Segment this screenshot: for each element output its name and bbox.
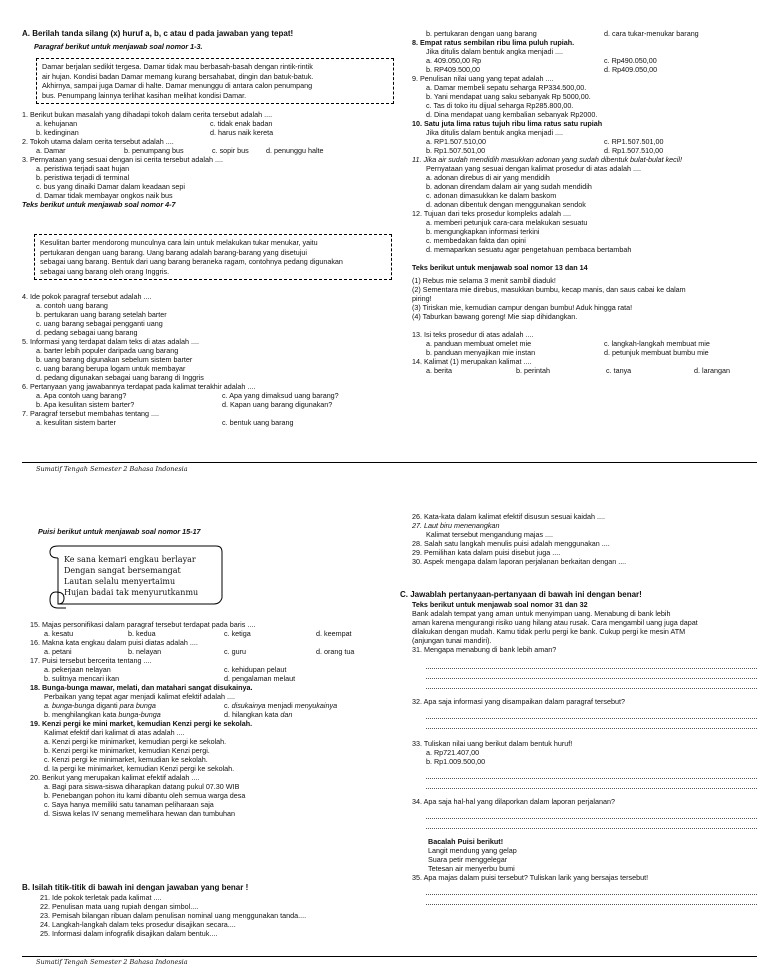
box-line: Damar berjalan sedikit tergesa. Damar tidak mau berbasah-basah dengan rintik-rintik (42, 62, 313, 71)
question-22: 22. Penulisan mata uang rupiah dengan simbol.... (40, 902, 199, 911)
instruction: Puisi berikut untuk menjawab soal nomor 15-17 (38, 527, 201, 536)
question-8: 8. Empat ratus sembilan ribu lima puluh rupiah. (412, 38, 575, 47)
option[interactable]: d. Damar tidak membayar ongkos naik bus (36, 191, 173, 200)
option[interactable]: c. Tas di toko itu dijual seharga Rp285.800,00. (426, 101, 574, 110)
question-1: 1. Berikut bukan masalah yang dihadapi tokoh dalam cerita tersebut adalah .... (22, 110, 273, 119)
option[interactable]: c. uang barang berupa logam untuk membayar (36, 364, 186, 373)
box-line: sebagai uang barang oleh orang Inggris. (40, 266, 170, 276)
option[interactable]: d. Siswa kelas IV senang memelihara hewan dan tumbuhan (44, 809, 235, 818)
option[interactable]: d. keempat (316, 629, 352, 638)
option[interactable]: a. peristiwa terjadi saat hujan (36, 164, 130, 173)
section-c (400, 590, 757, 906)
answer-line[interactable] (426, 680, 757, 689)
question-18-sub: Perbaikan yang tepat agar menjadi kalimat efektif adalah .... (44, 692, 235, 701)
poem-line: Langit mendung yang gelap (428, 846, 517, 855)
option[interactable]: d. penunggu halte (266, 146, 324, 155)
option[interactable]: a. berita (426, 366, 452, 375)
option[interactable]: a. panduan membuat omelet mie (426, 339, 532, 348)
box-line: Akhirnya, sampai juga Damar di halte. Damar menunggu di antara calon penumpang (42, 81, 313, 90)
question-11-sub: Pernyataan yang sesuai dengan kalimat prosedur di atas adalah .... (426, 164, 641, 173)
option[interactable] (44, 701, 224, 710)
question-16: 16. Makna kata engkau dalam puisi diatas adalah .... (30, 638, 198, 647)
option[interactable]: b. sulitnya mencari ikan (44, 674, 120, 683)
poem-title: Bacalah Puisi berikut! (428, 837, 504, 846)
option[interactable]: c. guru (224, 647, 246, 656)
answer-line[interactable] (426, 770, 757, 779)
answer-line[interactable] (426, 810, 757, 819)
question-19: 19. Kenzi pergi ke mini market, kemudian Kenzi pergi ke sekolah. (30, 719, 253, 728)
option[interactable]: d. petunjuk membuat bumbu mie (604, 348, 709, 357)
option[interactable]: b. peristiwa terjadi di terminal (36, 173, 130, 182)
option[interactable]: c. langkah-langkah membuat mie (604, 339, 710, 348)
instruction: Teks berikut untuk menjawab soal nomor 13 dan 14 (412, 263, 588, 272)
option[interactable]: d. pedang sebagai uang barang (36, 328, 138, 337)
option[interactable]: a. Damar (36, 146, 66, 155)
question-9: 9. Penulisan nilai uang yang tepat adalah .... (412, 74, 554, 83)
page-footer: Sumatif Tengah Semester 2 Bahasa Indonesia (36, 465, 188, 473)
section-c-heading: C. Jawablah pertanyaan-pertanyaan di bawah ini dengan benar! (400, 590, 642, 599)
paragraph-line: aman karena mengurangi risiko uang hilang atau rusak. Cara mengambil uang juga dapat (412, 618, 698, 627)
poem-line: Tetesan air menyerbu bumi (428, 864, 515, 873)
question-25: 25. Informasi dalam infografik disajikan dalam bentuk.... (40, 929, 218, 938)
page-footer: Sumatif Tengah Semester 2 Bahasa Indonesia (36, 958, 188, 966)
option[interactable]: d. pengalaman melaut (224, 674, 296, 683)
step-3: (3) Tiriskan mie, kemudian campur dengan bumbu! Aduk hingga rata! (412, 303, 633, 312)
paragraph-line: (anjungan tunai mandiri). (412, 636, 492, 645)
option[interactable]: d. cara tukar-menukar barang (604, 29, 699, 38)
page1-left-questions-4-7 (22, 292, 384, 427)
option[interactable]: c. RP1.507.501,00 (604, 137, 664, 146)
step-2: (2) Sementara mie direbus, masukkan bumbu, kecap manis, dan saus cabai ke dalam (412, 285, 686, 294)
question-13: 13. Isi teks prosedur di atas adalah .... (412, 330, 534, 339)
option[interactable]: b. adonan direndam dalam air yang sudah mendidih (426, 182, 592, 191)
item-a: a. Rp721.407,00 (426, 748, 480, 757)
option[interactable]: c. Saya hanya memiliki satu tanaman peliharaan saja (44, 800, 214, 809)
option[interactable]: b. Kenzi pergi ke minimarket, kemudian Kenzi pergi. (44, 746, 210, 755)
instruction: Teks berikut untuk menjawab soal nomor 31 dan 32 (412, 600, 588, 609)
option[interactable]: c. bentuk uang barang (222, 418, 294, 427)
question-11: 11. Jika air sudah mendidih masukkan adonan yang sudah dibentuk bulat-bulat kecil! (412, 155, 682, 164)
question-19-sub: Kalimat efektif dari kalimat di atas adalah .... (44, 728, 185, 737)
story-box-1 (36, 58, 394, 104)
option[interactable]: c. kehidupan pelaut (224, 665, 287, 674)
option[interactable]: d. larangan (694, 366, 730, 375)
question-21: 21. Ide pokok terletak pada kalimat .... (40, 893, 162, 902)
option[interactable]: b. kedinginan (36, 128, 79, 137)
paragraph-line: dilakukan dengan mudah. Kamu tidak perlu pergi ke bank. Cukup pergi ke mesin ATM (412, 627, 686, 636)
answer-line[interactable] (426, 780, 757, 789)
option[interactable]: a. RP1.507.510,00 (426, 137, 486, 146)
option[interactable]: d. memaparkan sesuatu agar pengetahuan pembaca bertambah (426, 245, 632, 254)
option[interactable]: b. perintah (516, 366, 550, 375)
question-2: 2. Tokoh utama dalam cerita tersebut adalah .... (22, 137, 174, 146)
option[interactable]: b. pertukaran dengan uang barang (426, 29, 537, 38)
answer-line[interactable] (426, 820, 757, 829)
item-b: b. Rp1.009.500,00 (426, 757, 486, 766)
option[interactable]: a. 409.050,00 Rp (426, 56, 482, 65)
question-17: 17. Puisi tersebut bercerita tentang .... (30, 656, 152, 665)
question-35: 35. Apa majas dalam puisi tersebut? Tuliskan larik yang bersajas tersebut! (412, 873, 649, 882)
option[interactable]: b. nelayan (128, 647, 162, 656)
option-part: c. (224, 701, 232, 710)
poem-line: Ke sana kemari engkau berlayar (64, 555, 196, 564)
question-27: 27. Laut biru menenangkan (412, 521, 500, 530)
question-4: 4. Ide pokok paragraf tersebut adalah .... (22, 292, 152, 301)
answer-line[interactable] (426, 710, 757, 719)
option[interactable]: c. tanya (606, 366, 632, 375)
section-a-heading: A. Berilah tanda silang (x) huruf a, b, c atau d pada jawaban yang tepat! (22, 29, 294, 38)
question-10: 10. Satu juta lima ratus tujuh ribu lima ratus satu rupiah (412, 119, 603, 128)
answer-line[interactable] (426, 670, 757, 679)
option[interactable]: b. pertukaran uang barang setelah barter (36, 310, 167, 319)
question-23: 23. Pemisah bilangan ribuan dalam penulisan nominal uang menggunakan tanda.... (40, 911, 307, 920)
option[interactable]: a. Apa contoh uang barang? (36, 391, 127, 400)
question-31: 31. Mengapa menabung di bank lebih aman? (412, 645, 557, 654)
page1-right-column (412, 29, 757, 375)
question-27-sub: Kalimat tersebut mengandung majas .... (426, 530, 554, 539)
option[interactable]: b. Yani mendapat uang saku sebanyak Rp 5000,00. (426, 92, 591, 101)
option[interactable]: d. Kapan uang barang digunakan? (222, 400, 333, 409)
option[interactable]: c. uang barang sebagai pengganti uang (36, 319, 163, 328)
option-part: dan (280, 710, 293, 719)
option[interactable] (44, 710, 224, 719)
answer-line[interactable] (426, 896, 757, 905)
option[interactable]: b. uang barang digunakan sebelum sistem barter (36, 355, 193, 364)
question-29: 29. Pemilihan kata dalam puisi disebut juga .... (412, 548, 561, 557)
option[interactable]: d. pedang digunakan sebagai uang barang di Inggris (36, 373, 204, 382)
option[interactable]: b. kedua (128, 629, 156, 638)
section-b (22, 883, 382, 938)
page2-left-questions (30, 620, 385, 818)
box-line: sebagai uang barang. Bentuk dari uang barang beraneka ragam, contohnya pedang digunakan (40, 257, 343, 266)
option[interactable]: a. kehujanan (36, 119, 78, 128)
option[interactable]: d. adonan dibentuk dengan menggunakan sendok (426, 200, 586, 209)
option[interactable]: c. sopir bus (212, 146, 249, 155)
option-part: a. bunga-bunga (44, 701, 95, 710)
question-12: 12. Tujuan dari teks prosedur kompleks adalah .... (412, 209, 572, 218)
footer-rule (22, 462, 757, 463)
option[interactable]: b. Rp1.507.501,00 (426, 146, 486, 155)
poem-line: Hujan badai tak menyurutkanmu (64, 588, 199, 597)
question-5: 5. Informasi yang terdapat dalam teks di atas adalah .... (22, 337, 199, 346)
option[interactable]: a. pekerjaan nelayan (44, 665, 111, 674)
poem-scroll (44, 540, 224, 610)
question-18: 18. Bunga-bunga mawar, melati, dan matahari sangat disukainya. (30, 683, 253, 692)
option[interactable]: b. Penebangan pohon itu kami dibantu oleh semua warga desa (44, 791, 246, 800)
option[interactable]: b. Apa kesulitan sistem barter? (36, 400, 135, 409)
option[interactable]: c. ketiga (224, 629, 251, 638)
option-part: diganti (94, 701, 120, 710)
option[interactable]: d. Rp1.507.510,00 (604, 146, 664, 155)
option-part: para bunga (119, 701, 156, 710)
step-4: (4) Taburkan bawang goreng! Mie siap dihidangkan. (412, 312, 578, 321)
box-line: bus. Penumpang lainnya terlihat kasihan melihat kondisi Damar. (42, 90, 247, 100)
option[interactable]: a. Bagi para siswa-siswa diharapkan datang pukul 07.30 WIB (44, 782, 240, 791)
page1-left-questions-1-3 (22, 110, 384, 209)
option[interactable]: b. penumpang bus (124, 146, 184, 155)
option[interactable]: c. Kenzi pergi ke minimarket, kemudian ke sekolah. (44, 755, 208, 764)
page2-right-column (412, 512, 757, 566)
option[interactable]: c. bus yang dinaiki Damar dalam keadaan sepi (36, 182, 186, 191)
question-7: 7. Paragraf tersebut membahas tentang .... (22, 409, 160, 418)
footer-rule (22, 956, 757, 957)
question-34: 34. Apa saja hal-hal yang dilaporkan dalam laporan perjalanan? (412, 797, 615, 806)
option[interactable]: a. adonan direbus di air yang mendidih (426, 173, 550, 182)
option-part: b. menghilangkan kata (44, 710, 119, 719)
question-10-sub: Jika ditulis dalam bentuk angka menjadi .... (426, 128, 564, 137)
option[interactable]: a. memberi petunjuk cara-cara melakukan sesuatu (426, 218, 588, 227)
paragraph-line: Bank adalah tempat yang aman untuk menyimpan uang. Menabung di bank lebih (412, 609, 671, 618)
question-6: 6. Pertanyaan yang jawabannya terdapat pada kalimat terakhir adalah .... (22, 382, 256, 391)
option[interactable]: d. harus naik kereta (210, 128, 274, 137)
box-line: Kesulitan barter mendorong munculnya cara lain untuk melakukan tukar menukar, yaitu (40, 238, 318, 247)
question-28: 28. Salah satu langkah menulis puisi adalah menggunakan .... (412, 539, 610, 548)
question-14: 14. Kalimat (1) merupakan kalimat .... (412, 357, 532, 366)
option-part: bunga-bunga (118, 710, 161, 719)
option-part: menyukainya (294, 701, 338, 710)
option[interactable] (224, 710, 385, 719)
box-line: air hujan. Kondisi badan Damar memang kurang bersahabat, dingin dan batuk-batuk. (42, 71, 314, 81)
question-30: 30. Aspek mengapa dalam laporan perjalanan berkaitan dengan .... (412, 557, 627, 566)
instruction: Teks berikut untuk menjawab soal nomor 4-7 (22, 200, 176, 209)
question-33: 33. Tuliskan nilai uang berikut dalam bentuk huruf! (412, 739, 573, 748)
option[interactable]: a. Damar membeli sepatu seharga RP334.500,00. (426, 83, 587, 92)
option[interactable]: c. adonan dimasukkan ke dalam baskom (426, 191, 557, 200)
option[interactable]: a. Kenzi pergi ke minimarket, kemudian pergi ke sekolah. (44, 737, 227, 746)
question-24: 24. Langkah-langkah dalam teks prosedur disajikan secara.... (40, 920, 236, 929)
option[interactable]: b. panduan menyajikan mie instan (426, 348, 536, 357)
option[interactable]: b. RP409.500,00 (426, 65, 480, 74)
story-box-2 (34, 234, 392, 280)
poem-line: Suara petir menggelegar (428, 855, 508, 864)
instruction: Paragraf berikut untuk menjawab soal nomor 1-3. (34, 42, 203, 51)
option[interactable]: d. Dina mendapat uang kembalian sebanyak Rp2000. (426, 110, 598, 119)
box-line: pertukaran dengan uang barang. Uang barang adalah barang-barang yang disetujui (40, 247, 307, 257)
option[interactable]: c. Rp490.050,00 (604, 56, 657, 65)
section-b-heading: B. Isilah titik-titik di bawah ini dengan jawaban yang benar ! (22, 883, 249, 892)
question-8-sub: Jika ditulis dalam bentuk angka menjadi .... (426, 47, 564, 56)
option[interactable]: a. contoh uang barang (36, 301, 108, 310)
poem-line: Dengan sangat bersemangat (64, 566, 181, 575)
option[interactable] (224, 701, 385, 710)
option[interactable]: a. kesatu (44, 629, 74, 638)
option-part: d. hilangkan kata (224, 710, 281, 719)
option[interactable]: a. petani (44, 647, 72, 656)
option[interactable]: c. membedakan fakta dan opini (426, 236, 526, 245)
option[interactable]: a. kesulitan sistem barter (36, 418, 116, 427)
answer-line[interactable] (426, 720, 757, 729)
question-20: 20. Berikut yang merupakan kalimat efektif adalah .... (30, 773, 200, 782)
option[interactable]: a. barter lebih populer daripada uang barang (36, 346, 179, 355)
option-part: disukainya (231, 701, 266, 710)
option-part: menjadi (265, 701, 295, 710)
question-26: 26. Kata-kata dalam kalimat efektif disusun sesuai kaidah .... (412, 512, 605, 521)
step-1: (1) Rebus mie selama 3 menit sambil diaduk! (412, 276, 556, 285)
question-32: 32. Apa saja informasi yang disampaikan dalam paragraf tersebut? (412, 697, 625, 706)
answer-line[interactable] (426, 886, 757, 895)
option[interactable]: c. tidak enak badan (210, 119, 273, 128)
page1-left-column (22, 29, 384, 51)
answer-line[interactable] (426, 660, 757, 669)
step-2-cont: piring! (412, 294, 432, 303)
poem-line: Lautan selalu menyertaimu (64, 577, 176, 586)
option[interactable]: d. orang tua (316, 647, 355, 656)
option[interactable]: c. Apa yang dimaksud uang barang? (222, 391, 339, 400)
question-3: 3. Pernyataan yang sesuai dengan isi cerita tersebut adalah .... (22, 155, 223, 164)
option[interactable]: d. Ia pergi ke minimarket, kemudian Kenzi pergi ke sekolah. (44, 764, 235, 773)
option[interactable]: d. Rp409.050,00 (604, 65, 658, 74)
option[interactable]: b. mengungkapkan informasi terkini (426, 227, 540, 236)
question-15: 15. Majas personifikasi dalam paragraf tersebut terdapat pada baris .... (30, 620, 256, 629)
